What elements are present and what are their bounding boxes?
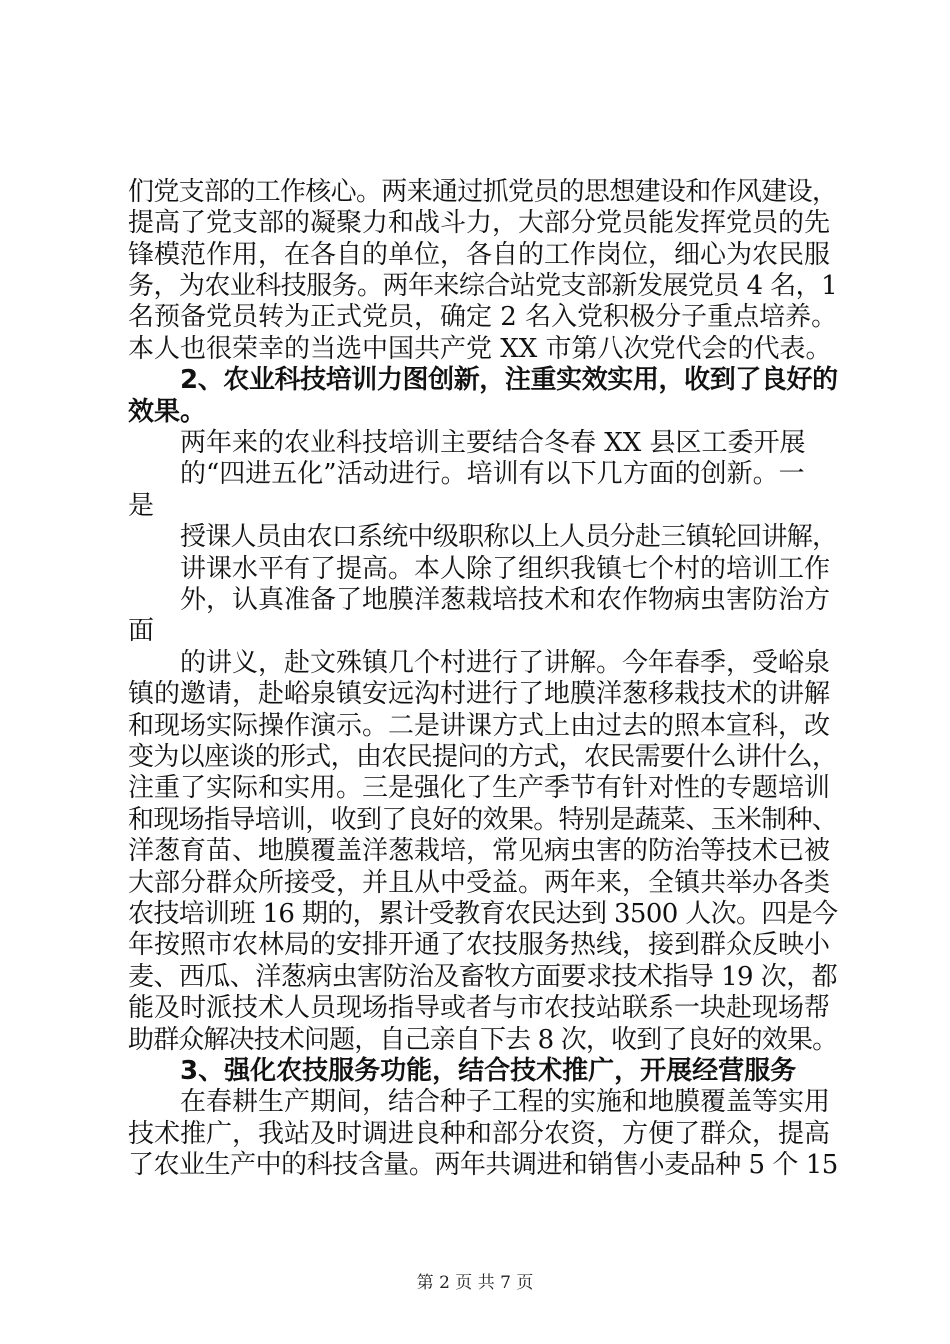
page-number-footer: 第 2 页 共 7 页	[416, 1273, 534, 1293]
paragraph-line: 助群众解决技术问题，自己亲自下去 8 次，收到了良好的效果。	[128, 1025, 838, 1055]
paragraph-line: 的“四进五化”活动进行。培训有以下几方面的创新。一	[180, 459, 805, 489]
paragraph-line: 农技培训班 16 期的，累计受教育农民达到 3500 人次。四是今	[128, 899, 838, 929]
paragraph-line: 镇的邀请，赴峪泉镇安远沟村进行了地膜洋葱移栽技术的讲解	[128, 679, 831, 709]
paragraph-line: 名预备党员转为正式党员，确定 2 名入党积极分子重点培养。	[128, 302, 838, 332]
paragraph-line: 麦、西瓜、洋葱病虫害防治及畜牧方面要求技术指导 19 次，都	[128, 962, 838, 992]
paragraph-line: 面	[128, 616, 155, 646]
paragraph-line: 的讲义，赴文殊镇几个村进行了讲解。今年春季，受峪泉	[180, 648, 831, 678]
paragraph-line: 变为以座谈的形式，由农民提问的方式，农民需要什么讲什么，	[128, 742, 838, 772]
paragraph-line: 锋模范作用，在各自的单位，各自的工作岗位，细心为农民服	[128, 240, 831, 270]
section-heading-2: 2、农业科技培训力图创新，注重实效实用，收到了良好的	[180, 365, 838, 395]
paragraph-line: 是	[128, 491, 155, 521]
paragraph-line: 们党支部的工作核心。两来通过抓党员的思想建设和作风建设，	[128, 177, 838, 207]
paragraph-line: 了农业生产中的科技含量。两年共调进和销售小麦品种 5 个 15	[128, 1150, 838, 1180]
paragraph-line: 外，认真准备了地膜洋葱栽培技术和农作物病虫害防治方	[180, 585, 831, 615]
section-heading-2-continued: 效果。	[128, 397, 207, 427]
paragraph-line: 和现场实际操作演示。二是讲课方式上由过去的照本宣科，改	[128, 711, 831, 741]
paragraph-line: 和现场指导培训，收到了良好的效果。特别是蔬菜、玉米制种、	[128, 805, 838, 835]
paragraph-line: 两年来的农业科技培训主要结合冬春 XX 县区工委开展	[180, 428, 806, 458]
paragraph-line: 年按照市农林局的安排开通了农技服务热线，接到群众反映小	[128, 930, 831, 960]
paragraph-line: 在春耕生产期间，结合种子工程的实施和地膜覆盖等实用	[180, 1087, 831, 1117]
paragraph-line: 务，为农业科技服务。两年来综合站党支部新发展党员 4 名，1	[128, 271, 838, 301]
paragraph-line: 本人也很荣幸的当选中国共产党 XX 市第八次党代会的代表。	[128, 334, 832, 364]
paragraph-line: 注重了实际和实用。三是强化了生产季节有针对性的专题培训	[128, 773, 831, 803]
paragraph-line: 提高了党支部的凝聚力和战斗力，大部分党员能发挥党员的先	[128, 208, 831, 238]
paragraph-line: 洋葱育苗、地膜覆盖洋葱栽培，常见病虫害的防治等技术已被	[128, 836, 831, 866]
paragraph-line: 技术推广，我站及时调进良种和部分农资，方便了群众，提高	[128, 1119, 831, 1149]
paragraph-line: 大部分群众所接受，并且从中受益。两年来，全镇共举办各类	[128, 868, 831, 898]
paragraph-line: 讲课水平有了提高。本人除了组织我镇七个村的培训工作	[180, 554, 831, 584]
section-heading-3: 3、强化农技服务功能，结合技术推广，开展经营服务	[180, 1056, 797, 1086]
paragraph-line: 授课人员由农口系统中级职称以上人员分赴三镇轮回讲解，	[180, 522, 838, 552]
paragraph-line: 能及时派技术人员现场指导或者与市农技站联系一块赴现场帮	[128, 993, 831, 1023]
